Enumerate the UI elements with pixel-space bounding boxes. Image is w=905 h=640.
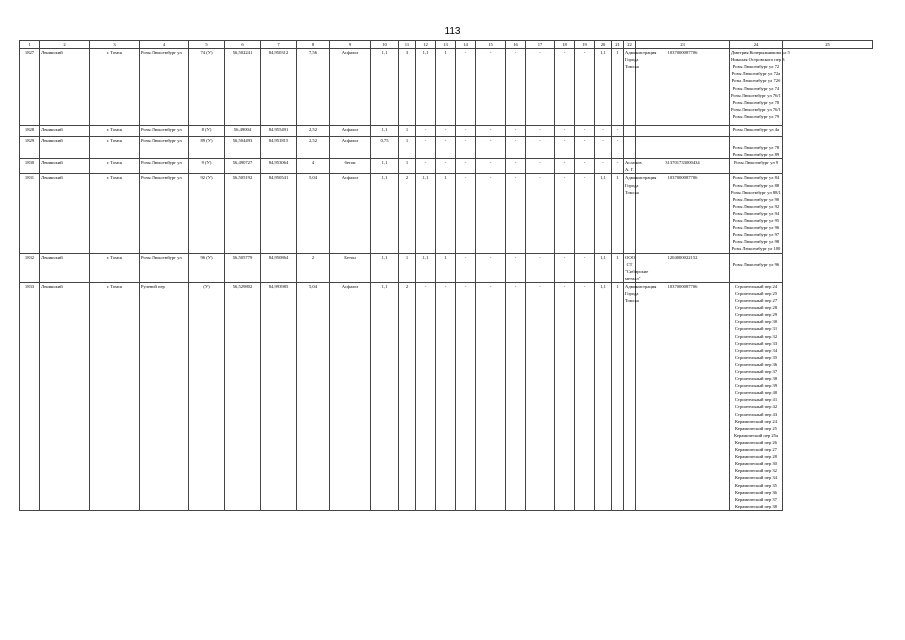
table-cell: - <box>416 126 436 137</box>
table-cell: - <box>436 282 456 510</box>
table-cell: 1,1 <box>371 174 399 253</box>
table-cell: 84,950541 <box>261 174 297 253</box>
table-cell: 1,1 <box>595 253 612 282</box>
column-header: 16 <box>506 41 526 49</box>
address-line: Розы Люксембург ул 72б <box>731 78 781 84</box>
table-cell: - <box>612 126 624 137</box>
table-cell: Администрация Города Томска <box>624 49 636 126</box>
table-cell: 5,04 <box>297 174 330 253</box>
table-cell: 1828 <box>20 126 40 137</box>
address-line: Строительный пер 33 <box>734 340 778 346</box>
table-cell: 313701733000434 <box>636 159 730 174</box>
address-line: Керамический пер 32 <box>735 468 777 474</box>
table-cell: (У) <box>189 282 225 510</box>
address-line: Розы Люксембург ул 84 <box>732 175 780 181</box>
table-row <box>20 253 873 282</box>
table-cell: 1,1 <box>371 282 399 510</box>
table-cell: - <box>612 137 624 159</box>
table-cell: 1,1 <box>371 253 399 282</box>
table-cell: 74 (У) <box>189 49 225 126</box>
table-cell: 3 <box>399 49 416 126</box>
table-cell: Розы Люксембург ул <box>140 253 189 282</box>
address-line: Керамический пер 26 <box>735 439 777 445</box>
table-cell: - <box>456 174 476 253</box>
table-cell: - <box>575 253 595 282</box>
table-cell: 1204000022152 <box>636 253 730 282</box>
table-cell: - <box>476 49 506 126</box>
table-cell: 84,951815 <box>261 137 297 159</box>
table-cell: бетон <box>330 159 371 174</box>
table-cell: - <box>476 126 506 137</box>
address-line: Розы Люксембург ул 4а <box>732 127 780 133</box>
address-line: Строительный пер 27 <box>734 298 778 304</box>
address-line: Розы Люксембург ул 96 <box>732 225 780 231</box>
address-line: Розы Люксембург ул 95 <box>732 218 780 224</box>
table-cell: г. Томск <box>90 49 140 126</box>
column-header: 22 <box>624 41 636 49</box>
table-cell: 7,56 <box>297 49 330 126</box>
table-cell: 2 <box>399 282 416 510</box>
table-cell: - <box>595 137 612 159</box>
table-cell: Ленинский <box>40 137 90 159</box>
table-cell: - <box>506 159 526 174</box>
table-cell: 84,955491 <box>261 126 297 137</box>
address-line: Керамический пер 36 <box>735 489 777 495</box>
table-cell: г. Томск <box>90 253 140 282</box>
table-cell: Ленинский <box>40 159 90 174</box>
address-line: Строительный пер 28 <box>734 305 778 311</box>
table-cell: - <box>575 126 595 137</box>
table-cell: - <box>575 137 595 159</box>
table-cell: 1 <box>612 49 624 126</box>
table-cell: - <box>456 159 476 174</box>
table-cell: - <box>555 253 575 282</box>
table-cell: 84,950864 <box>261 253 297 282</box>
table-cell: - <box>506 282 526 510</box>
table-cell: Розы Люксембург ул <box>140 137 189 159</box>
address-line: Керамический пер 25 <box>735 425 777 431</box>
address-line: Строительный пер 24 <box>734 283 778 289</box>
address-line: Строительный пер 30 <box>734 319 778 325</box>
column-header: 13 <box>436 41 456 49</box>
table-cell: - <box>555 49 575 126</box>
address-line: Керамический пер 38 <box>735 503 777 509</box>
address-line: Розы Люксембург ул 97 <box>732 232 780 238</box>
table-cell: 1,1 <box>595 282 612 510</box>
address-line: Строительный пер 42 <box>734 404 778 410</box>
address-line: Строительный пер 38 <box>734 376 778 382</box>
address-line: Строительный пер 35 <box>734 354 778 360</box>
table-cell: 1830 <box>20 159 40 174</box>
table-cell: 1 <box>399 126 416 137</box>
table-cell: 1,1 <box>595 49 612 126</box>
address-line: Керамический пер 24 <box>735 418 777 424</box>
table-cell: Асфальт <box>330 174 371 253</box>
column-header: 23 <box>636 41 730 49</box>
table-cell: - <box>506 126 526 137</box>
address-line: Розы Люксембург ул 88 <box>732 182 780 188</box>
table-cell: - <box>476 137 506 159</box>
table-cell: 4 <box>297 159 330 174</box>
column-header: 25 <box>783 41 873 49</box>
table-cell: - <box>595 126 612 137</box>
address-line: Розы Люксембург ул 96 <box>732 261 780 267</box>
table-cell: 1829 <box>20 137 40 159</box>
table-cell: Розы Люксембург ул <box>140 159 189 174</box>
table-cell: - <box>526 49 555 126</box>
table-cell: 1,1 <box>595 174 612 253</box>
address-line: Строительный пер 43 <box>734 411 778 417</box>
table-row <box>20 126 873 137</box>
address-line: Строительный пер 34 <box>734 347 778 353</box>
address-line: Николая Островского пер 3 <box>731 57 785 63</box>
table-cell: г. Томск <box>90 174 140 253</box>
table-cell <box>624 126 636 137</box>
table-cell: 56,504493 <box>225 137 261 159</box>
column-header: 5 <box>189 41 225 49</box>
column-header: 10 <box>371 41 399 49</box>
header-row <box>20 41 873 49</box>
table-cell: - <box>476 159 506 174</box>
address-line: Строительный пер 39 <box>734 383 778 389</box>
table-cell: Администрация Города Томска <box>624 282 636 510</box>
address-line <box>731 137 781 144</box>
table-cell: Асфальт <box>330 282 371 510</box>
table-cell: 2,52 <box>297 126 330 137</box>
column-header: 8 <box>297 41 330 49</box>
address-line: Керамический пер 25а <box>733 432 778 438</box>
table-cell: - <box>526 159 555 174</box>
table-row <box>20 49 873 126</box>
address-line: Керамический пер 28 <box>735 454 777 460</box>
table-cell: 9 (У) <box>189 159 225 174</box>
table-cell: 1037000087706 <box>636 49 730 126</box>
table-cell: - <box>476 253 506 282</box>
table-cell: 56,490727 <box>225 159 261 174</box>
column-header: 18 <box>555 41 575 49</box>
address-line: Розы Люксембург ул 74 <box>732 85 780 91</box>
table-cell: 1833 <box>20 282 40 510</box>
table-cell: 1,1 <box>371 49 399 126</box>
address-line: Розы Люксембург ул 9 <box>733 160 779 166</box>
table-cell: 5,04 <box>297 282 330 510</box>
table-cell: - <box>526 282 555 510</box>
address-line: Дмитрия Кочерыжникова ул 5 <box>731 50 790 56</box>
table-cell: 1,1 <box>371 159 399 174</box>
table-cell: Ленинский <box>40 49 90 126</box>
address-line: Строительный пер 31 <box>734 326 778 332</box>
table-cell: 56,529802 <box>225 282 261 510</box>
table-cell: 56,49004 <box>225 126 261 137</box>
table-cell: - <box>555 159 575 174</box>
table-cell: - <box>436 126 456 137</box>
address-line: Розы Люксембург ул 76/1 <box>731 106 781 112</box>
address-line: Керамический пер 30 <box>735 461 777 467</box>
address-line <box>731 254 781 261</box>
table-cell: Асланов А. Г. <box>625 160 642 173</box>
table-cell: г. Томск <box>90 126 140 137</box>
address-line: Строительный пер 25 <box>734 290 778 296</box>
table-cell: 56,505192 <box>225 174 261 253</box>
column-header: 1 <box>20 41 40 49</box>
table-cell: Ленинский <box>40 126 90 137</box>
address-line: Розы Люксембург ул 78 <box>732 99 780 105</box>
table-row <box>20 137 873 159</box>
address-line: Розы Люксембург ул 98 <box>732 239 780 245</box>
address-line: Строительный пер 40 <box>734 390 778 396</box>
column-header: 24 <box>730 41 783 49</box>
table-cell: 2 <box>399 174 416 253</box>
table-cell: - <box>526 137 555 159</box>
table-cell: Администрация Города Томска <box>624 174 636 253</box>
table-cell: - <box>506 174 526 253</box>
address-line: Строительный пер 37 <box>734 369 778 374</box>
table-cell: - <box>612 159 624 174</box>
table-cell: - <box>555 174 575 253</box>
table-cell: - <box>416 159 436 174</box>
table-cell: Розы Люксембург ул <box>140 174 189 253</box>
table-cell: - <box>526 174 555 253</box>
column-header: 4 <box>140 41 189 49</box>
table-cell: - <box>506 49 526 126</box>
table-cell: - <box>476 174 506 253</box>
table-cell: 0,75 <box>371 137 399 159</box>
address-line: Розы Люксембург ул 92 <box>732 203 780 209</box>
table-cell: - <box>526 126 555 137</box>
table-cell: Асфальт <box>330 137 371 159</box>
table-cell: - <box>526 253 555 282</box>
address-line: Розы Люксембург ул 72 <box>732 64 780 70</box>
table-cell: - <box>456 282 476 510</box>
address-line: Строительный пер 29 <box>734 312 778 318</box>
table-cell: Розы Люксембург ул <box>140 126 189 137</box>
table-cell: - <box>575 49 595 126</box>
table-cell: 89 (У) <box>189 137 225 159</box>
table-cell: Ленинский <box>40 174 90 253</box>
page-number: 113 <box>444 26 461 37</box>
column-header: 2 <box>40 41 90 49</box>
table-cell: 1 <box>436 174 456 253</box>
address-line: Керамический пер 27 <box>735 447 777 453</box>
table-cell: Ленинский <box>40 253 90 282</box>
table-cell: - <box>555 282 575 510</box>
table-cell: 1 <box>436 253 456 282</box>
address-line: Керамический пер 35 <box>735 482 777 488</box>
address-line: Строительный пер 41 <box>734 397 778 403</box>
table-cell: г. Томск <box>90 159 140 174</box>
column-header: 12 <box>416 41 436 49</box>
table-cell: 1 <box>399 159 416 174</box>
table-cell: 1037000087706 <box>636 282 730 510</box>
table-cell: - <box>595 159 612 174</box>
column-header: 17 <box>526 41 555 49</box>
table-row <box>20 159 873 174</box>
column-header: 21 <box>612 41 624 49</box>
table-cell: Ленинский <box>40 282 90 510</box>
address-line: Розы Люксембург ул 100 <box>731 246 781 252</box>
address-line: Розы Люксембург ул 89 <box>732 152 780 158</box>
table-cell: 1,1 <box>416 253 436 282</box>
table-cell: 1 <box>399 253 416 282</box>
registry-table <box>19 40 873 511</box>
column-header: 19 <box>575 41 595 49</box>
table-cell: - <box>416 282 436 510</box>
address-list-cell <box>730 49 790 126</box>
table-cell <box>624 137 636 159</box>
table-cell: г. Томск <box>90 282 140 510</box>
table-cell: 84,953064 <box>261 159 297 174</box>
table-cell <box>636 126 730 137</box>
table-cell: 96 (У) <box>189 253 225 282</box>
table-cell: - <box>575 282 595 510</box>
column-header: 20 <box>595 41 612 49</box>
address-list-cell <box>730 253 783 282</box>
table-cell: - <box>456 49 476 126</box>
table-cell: - <box>436 137 456 159</box>
address-list-cell <box>730 282 783 510</box>
table-cell: - <box>555 137 575 159</box>
table-row <box>20 174 873 253</box>
table-cell: - <box>456 137 476 159</box>
table-cell: 1831 <box>20 174 40 253</box>
address-line: Строительный пер 32 <box>734 333 778 339</box>
table-cell: 2 <box>297 253 330 282</box>
address-list-cell <box>730 137 783 159</box>
address-line: Керамический пер 34 <box>735 475 777 481</box>
table-cell: 2,52 <box>297 137 330 159</box>
table-cell: 1,1 <box>371 126 399 137</box>
address-line: Керамический пер 37 <box>735 496 777 502</box>
table-cell: 56,505779 <box>225 253 261 282</box>
table-cell: - <box>506 253 526 282</box>
table-cell: г. Томск <box>90 137 140 159</box>
table-cell: 1 <box>436 49 456 126</box>
table-cell: Розы Люксембург ул <box>140 49 189 126</box>
address-line: Розы Люксембург ул 94 <box>732 210 780 216</box>
table-cell: Рулевой пер <box>140 282 189 510</box>
address-line: Розы Люксембург ул 90 <box>732 196 780 202</box>
column-header: 15 <box>476 41 506 49</box>
address-list-cell <box>730 126 783 137</box>
table-cell: - <box>436 159 456 174</box>
table-cell: - <box>555 126 575 137</box>
column-header: 7 <box>261 41 297 49</box>
table-row <box>20 282 873 510</box>
table-cell: 84,993985 <box>261 282 297 510</box>
table-cell: Асфальт <box>330 126 371 137</box>
table-cell: - <box>575 174 595 253</box>
table-cell: Бетон <box>330 253 371 282</box>
table-cell: - <box>476 282 506 510</box>
address-list-cell <box>730 159 783 174</box>
table-cell: ООО СТ "Сибирские металл" <box>625 254 649 281</box>
table-cell: 1037000087706 <box>636 174 730 253</box>
table-cell: - <box>416 137 436 159</box>
table-cell: - <box>575 159 595 174</box>
column-header: 3 <box>90 41 140 49</box>
address-list-cell <box>730 174 783 253</box>
address-line: Розы Люксембург ул 76/1 <box>731 92 781 98</box>
column-header: 11 <box>399 41 416 49</box>
address-line: Розы Люксембург ул 88/1 <box>731 189 781 195</box>
column-header: 6 <box>225 41 261 49</box>
address-line: Строительный пер 36 <box>734 361 778 367</box>
table-cell: 8 (У) <box>189 126 225 137</box>
table-cell: 1 <box>612 282 624 510</box>
address-line: Розы Люксембург ул 72а <box>731 71 781 77</box>
table-cell: 1,1 <box>416 49 436 126</box>
table-cell: Асфальт <box>330 49 371 126</box>
table-cell: 1,1 <box>416 174 436 253</box>
table-cell: 1 <box>399 137 416 159</box>
column-header: 14 <box>456 41 476 49</box>
table-cell <box>636 137 730 159</box>
table-cell: 1 <box>612 174 624 253</box>
column-header: 9 <box>330 41 371 49</box>
table-cell: 1827 <box>20 49 40 126</box>
table-cell: - <box>506 137 526 159</box>
table-cell: - <box>456 253 476 282</box>
table-cell: 92 (У) <box>189 174 225 253</box>
table-cell: 1 <box>612 253 624 282</box>
table-cell: 1832 <box>20 253 40 282</box>
address-line: Розы Люксембург ул 79 <box>732 113 780 119</box>
table-cell: 84,950312 <box>261 49 297 126</box>
table-cell: 56,502241 <box>225 49 261 126</box>
table-cell: - <box>456 126 476 137</box>
address-line: Розы Люксембург ул 78 <box>732 145 780 151</box>
